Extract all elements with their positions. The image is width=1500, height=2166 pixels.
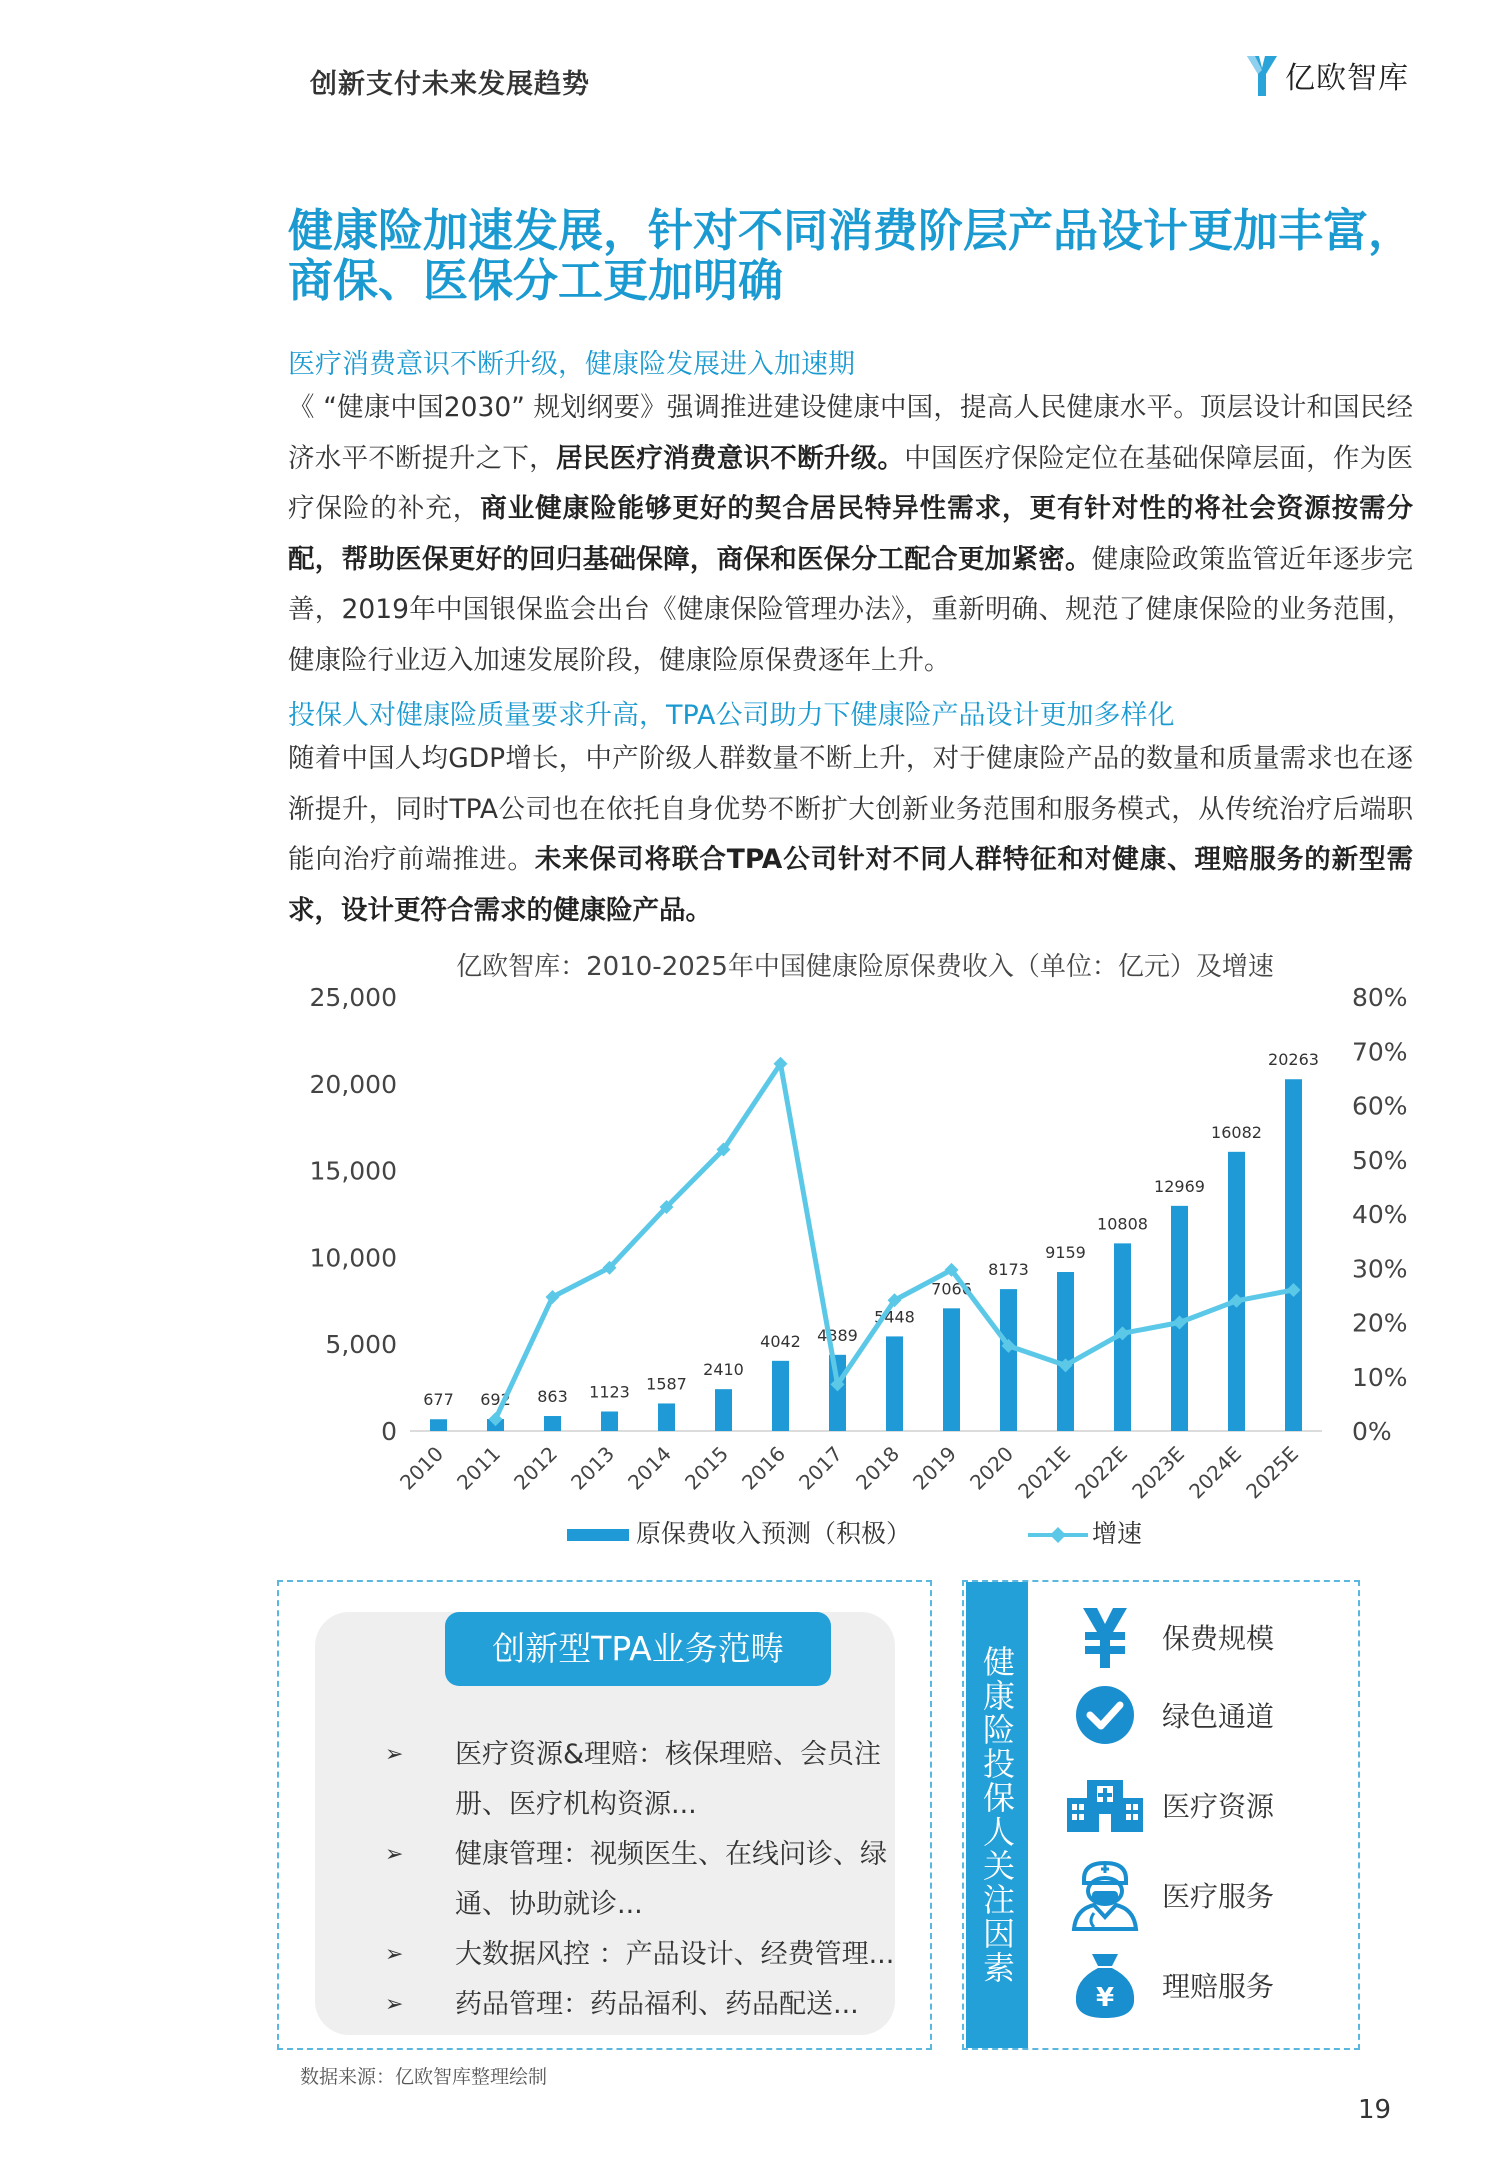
section2-text-1: 随着中国人均GDP增长，中产阶级人群数量不断上升，对于健康险产品的数量和质量需求也在逐渐提升，同时TPA公司也在依托自身优势不断扩大创新业务范围和服务模式，从传统治疗后端职能向治疗前端推进。 <box>288 743 1413 875</box>
legend-bar-label: 原保费收入预测（积极） <box>636 1519 912 1548</box>
hospital-icon <box>1064 1770 1146 1840</box>
x-tick-label: 2019 <box>908 1441 962 1495</box>
brand-name: 亿欧智库 <box>1285 61 1409 96</box>
bar <box>1000 1289 1017 1431</box>
factor-label: 医疗资源 <box>1162 1790 1275 1823</box>
bar-value-label: 7066 <box>931 1279 972 1299</box>
list-item <box>385 1980 925 2030</box>
y-left-tick-label: 10,000 <box>309 1243 397 1273</box>
tpa-scope-box <box>277 1580 932 2050</box>
factor-label: 绿色通道 <box>1162 1700 1275 1733</box>
doctor-icon <box>1064 1860 1146 1930</box>
factor-medical-resources <box>1064 1770 1354 1840</box>
svg-text:¥: ¥ <box>1095 1983 1115 2013</box>
x-axis <box>395 1442 1303 1504</box>
check-circle-icon <box>1064 1680 1146 1750</box>
logo-icon <box>1245 52 1279 98</box>
section1-bold-2: 商业健康险能够更好的契合居民特异性需求，更有针对性的将社会资源按需分配，帮助医保更好的回归基础保障，商保和医保分工配合更加紧密。 <box>288 493 1414 575</box>
bar <box>715 1389 732 1431</box>
x-tick-label: 2010 <box>395 1441 449 1495</box>
x-tick-label: 2022E <box>1070 1441 1133 1504</box>
y-right-tick-label: 40% <box>1352 1200 1408 1229</box>
bar <box>943 1308 960 1431</box>
section1-text-3: 健康险政策监管近年逐步完善，2019年中国银保监会出台《健康保险管理办法》，重新明确、规范了健康保险的业务范围，健康险行业迈入加速发展阶段，健康险原保费逐年上升。 <box>288 543 1414 676</box>
list-item <box>385 1930 925 1980</box>
policyholder-factors-box <box>962 1580 1360 2050</box>
section1-text-2: 中国医疗保险定位在基础保障层面，作为医疗保险的补充， <box>288 442 1414 524</box>
x-tick-label: 2020 <box>965 1441 1019 1495</box>
x-tick-label: 2024E <box>1184 1441 1247 1504</box>
chart-svg <box>270 945 1430 1565</box>
bar-value-label: 1587 <box>646 1374 687 1394</box>
x-tick-label: 2023E <box>1127 1441 1190 1504</box>
list-item-text: 医疗资源&理赔：核保理赔、会员注册、医疗机构资源... <box>455 1739 882 1820</box>
section1-text-1: 《 “健康中国2030” 规划纲要》强调推进建设健康中国，提高人民健康水平。顶层设计和国民经济水平不断提升之下， <box>288 392 1413 474</box>
bar <box>829 1355 846 1431</box>
section1-paragraph <box>288 383 1413 686</box>
bar <box>1285 1079 1302 1431</box>
y-left-tick-label: 25,000 <box>309 983 397 1012</box>
x-tick-label: 2018 <box>851 1441 905 1495</box>
y-right-tick-label: 20% <box>1352 1308 1408 1338</box>
bar-value-label: 9159 <box>1045 1242 1086 1262</box>
x-tick-label: 2015 <box>680 1441 734 1495</box>
bar <box>1228 1152 1245 1431</box>
chart-title: 亿欧智库：2010-2025年中国健康险原保费收入（单位：亿元）及增速 <box>456 952 1274 982</box>
bar-value-label: 863 <box>537 1387 568 1407</box>
x-tick-label: 2016 <box>737 1441 791 1495</box>
bar <box>772 1361 789 1431</box>
bar-value-label: 677 <box>423 1390 454 1410</box>
y-right-tick-label: 10% <box>1352 1362 1408 1392</box>
page-title-line1: 健康险加速发展，针对不同消费阶层产品设计更加丰富， <box>288 204 1414 257</box>
bar-value-label: 4389 <box>817 1325 858 1345</box>
page-number: 19 <box>1358 2095 1392 2125</box>
section1-bold-1: 居民医疗消费意识不断升级。 <box>555 442 905 474</box>
bar <box>544 1416 561 1431</box>
list-item-text: 大数据风控 ：产品设计、经费管理... <box>455 1939 895 1970</box>
money-bag-icon <box>1064 1950 1146 2020</box>
y-right-tick-label: 0% <box>1352 1417 1392 1446</box>
bar <box>1057 1272 1074 1431</box>
bar-value-label: 692 <box>480 1389 511 1409</box>
x-tick-label: 2013 <box>566 1441 620 1495</box>
x-tick-label: 2021E <box>1013 1441 1076 1504</box>
bar-value-label: 10808 <box>1097 1214 1148 1234</box>
bar <box>430 1419 447 1431</box>
bullet-arrow-icon: ➢ <box>385 1992 404 2017</box>
factor-claims-service <box>1064 1950 1354 2020</box>
data-source-note: 数据来源：亿欧智库整理绘制 <box>300 2066 548 2088</box>
legend-line-marker <box>1050 1527 1066 1543</box>
x-tick-label: 2017 <box>794 1441 848 1495</box>
tpa-scope-list <box>385 1730 925 2030</box>
document-header-title: 创新支付未来发展趋势 <box>310 69 590 100</box>
y-right-tick-label: 60% <box>1352 1091 1408 1121</box>
bar <box>658 1403 675 1431</box>
chart-legend <box>567 1519 1142 1548</box>
y-left-tick-label: 15,000 <box>309 1156 397 1186</box>
list-item <box>385 1830 925 1930</box>
bar-value-label: 8173 <box>988 1260 1029 1280</box>
x-tick-label: 2014 <box>623 1441 677 1495</box>
bar-value-label: 20263 <box>1268 1050 1319 1070</box>
bullet-arrow-icon: ➢ <box>385 1942 404 1967</box>
factor-green-channel <box>1064 1680 1354 1750</box>
factors-vertical-label: 健康险投保人关注因素 <box>966 1582 1028 2048</box>
factor-label: 理赔服务 <box>1162 1970 1275 2003</box>
section1-subtitle: 医疗消费意识不断升级，健康险发展进入加速期 <box>288 349 855 380</box>
list-item-text: 健康管理：视频医生、在线问诊、绿通、协助就诊... <box>455 1839 887 1920</box>
list-item <box>385 1730 925 1830</box>
y-axis-left <box>310 983 397 1446</box>
y-left-tick-label: 20,000 <box>309 1069 397 1099</box>
y-axis-right <box>1352 983 1408 1446</box>
bar-value-label: 1123 <box>589 1382 630 1402</box>
y-right-tick-label: 80% <box>1352 983 1408 1012</box>
factor-premium-scale <box>1064 1602 1354 1672</box>
bullet-arrow-icon: ➢ <box>385 1842 404 1867</box>
bullet-arrow-icon: ➢ <box>385 1742 404 1767</box>
y-left-tick-label: 5,000 <box>325 1330 397 1360</box>
yen-icon <box>1064 1602 1146 1672</box>
section2-bold-1: 未来保司将联合TPA公司针对不同人群特征和对健康、理赔服务的新型需求，设计更符合需求的健康险产品。 <box>288 844 1414 926</box>
factor-label: 医疗服务 <box>1162 1880 1275 1913</box>
section2-paragraph <box>288 734 1413 936</box>
bar-series <box>430 1079 1302 1431</box>
page-title-line2: 商保、医保分工更加明确 <box>288 254 784 307</box>
y-right-tick-label: 30% <box>1352 1254 1408 1284</box>
x-tick-label: 2011 <box>452 1441 506 1495</box>
list-item-text: 药品管理：药品福利、药品配送... <box>455 1989 859 2020</box>
brand-logo <box>1245 52 1409 98</box>
bar <box>601 1412 618 1431</box>
bar-value-label: 16082 <box>1211 1122 1262 1142</box>
bar-value-label: 4042 <box>760 1331 801 1351</box>
factor-label: 保费规模 <box>1162 1622 1275 1655</box>
section2-subtitle: 投保人对健康险质量要求升高，TPA公司助力下健康险产品设计更加多样化 <box>288 700 1175 731</box>
y-left-tick-label: 0 <box>381 1417 397 1446</box>
bar-value-label: 12969 <box>1154 1176 1205 1196</box>
y-right-tick-label: 50% <box>1352 1145 1408 1175</box>
bar <box>886 1336 903 1431</box>
bar-value-label: 5448 <box>874 1307 915 1327</box>
y-right-tick-label: 70% <box>1352 1037 1408 1067</box>
tpa-scope-header: 创新型TPA业务范畴 <box>445 1612 831 1686</box>
factor-medical-service <box>1064 1860 1354 1930</box>
legend-bar-swatch <box>567 1529 629 1541</box>
x-tick-label: 2012 <box>509 1441 563 1495</box>
premium-chart <box>270 945 1430 1565</box>
page-title <box>288 206 1438 306</box>
legend-line-label: 增速 <box>1092 1519 1143 1548</box>
tpa-scope-panel <box>315 1612 895 2035</box>
x-tick-label: 2025E <box>1241 1441 1304 1504</box>
bar-value-label: 2410 <box>703 1360 744 1380</box>
